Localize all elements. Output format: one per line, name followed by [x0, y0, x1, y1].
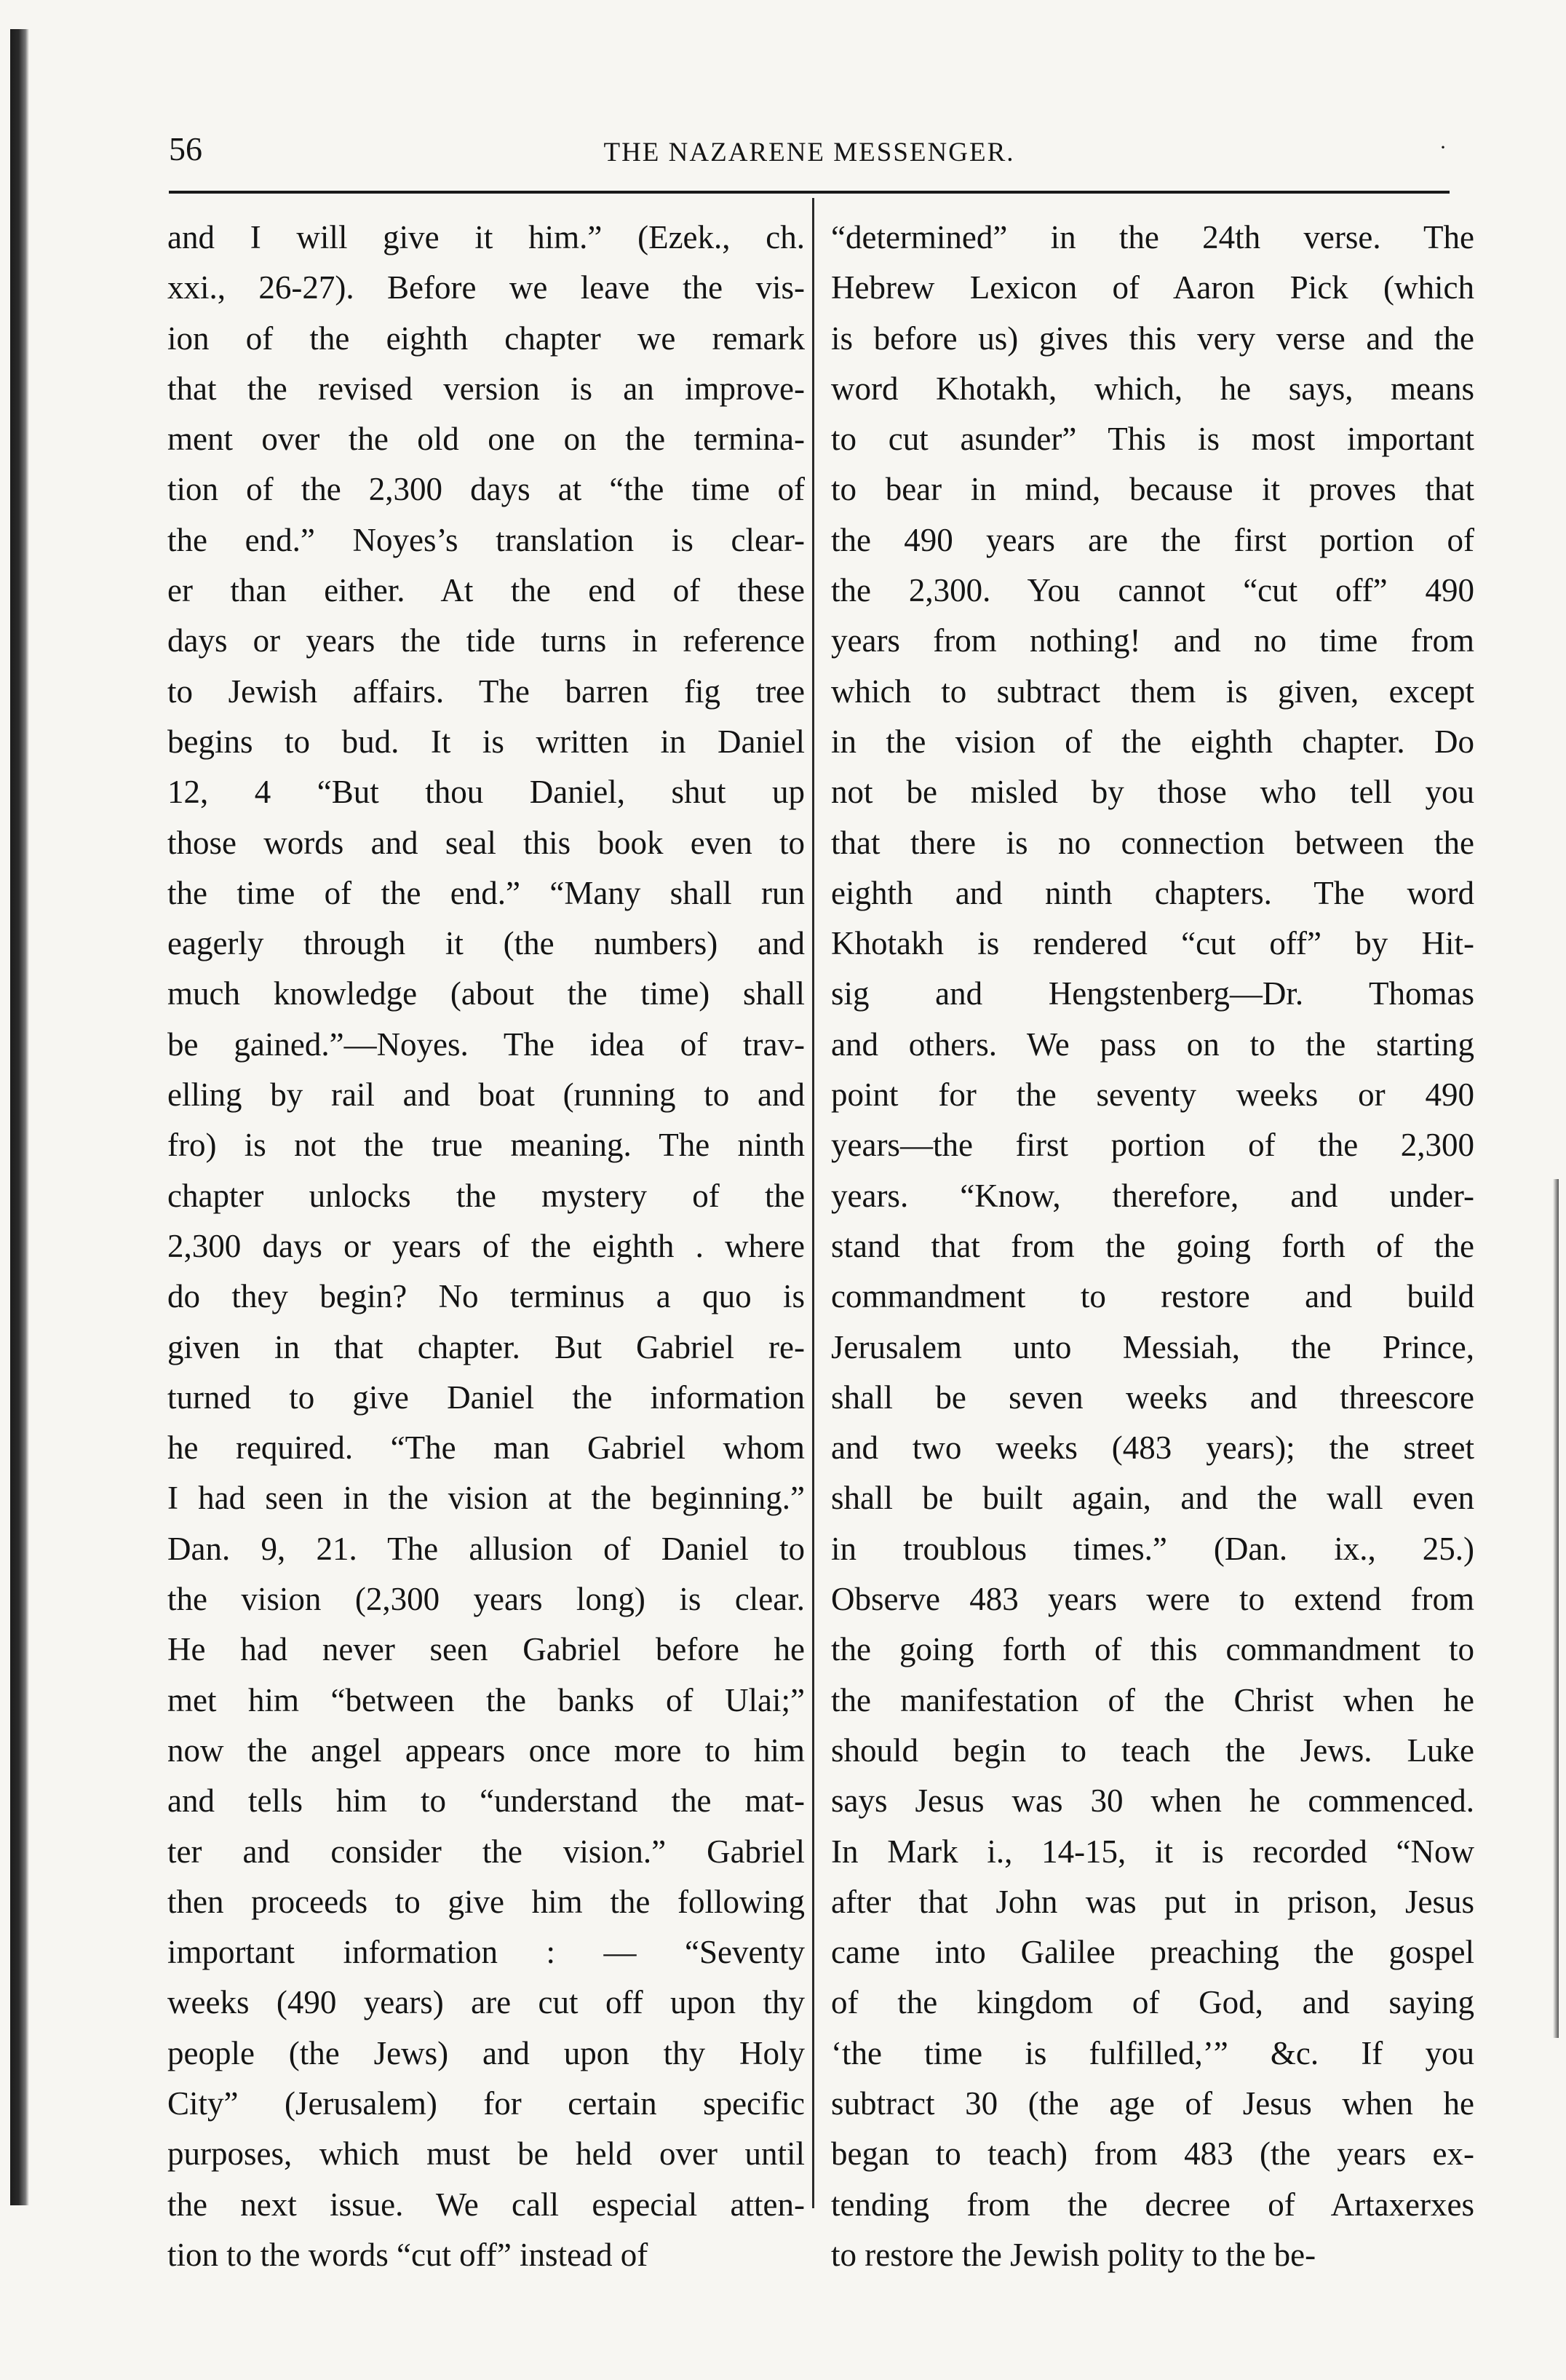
text-line: He had never seen Gabriel before he [167, 1631, 805, 1668]
text-line: is before us) gives this very verse and the [831, 320, 1474, 357]
text-line: and others. We pass on to the starting [831, 1026, 1474, 1063]
text-line: commandment to restore and build [831, 1278, 1474, 1315]
text-line: ‘the time is fulfilled,’” &c. If you [831, 2034, 1474, 2071]
text-line: the vision (2,300 years long) is clear. [167, 1581, 805, 1618]
text-line: purposes, which must be held over until [167, 2135, 805, 2173]
text-line: eagerly through it (the numbers) and [167, 925, 805, 962]
text-line: people (the Jews) and upon thy Holy [167, 2034, 805, 2071]
text-line: not be misled by those who tell you [831, 774, 1474, 811]
text-line: begins to bud. It is written in Daniel [167, 723, 805, 760]
text-line: er than either. At the end of these [167, 572, 805, 609]
text-line: stand that from the going forth of the [831, 1227, 1474, 1264]
text-line: turned to give Daniel the information [167, 1379, 805, 1416]
print-speck: · [1439, 135, 1447, 159]
text-line: given in that chapter. But Gabriel re- [167, 1328, 805, 1365]
text-line: the 2,300. You cannot “cut off” 490 [831, 572, 1474, 609]
text-line: 2,300 days or years of the eighth . where [167, 1227, 805, 1264]
text-line: chapter unlocks the mystery of the [167, 1177, 805, 1214]
text-line: the end.” Noyes’s translation is clear- [167, 521, 805, 558]
text-line: the 490 years are the first portion of [831, 521, 1474, 558]
scan-edge-shadow [1553, 1179, 1559, 2038]
text-line: Observe 483 years were to extend from [831, 1581, 1474, 1618]
text-line: I had seen in the vision at the beginning.” [167, 1480, 805, 1517]
text-line: in troublous times.” (Dan. ix., 25.) [831, 1530, 1474, 1567]
text-line: the manifestation of the Christ when he [831, 1681, 1474, 1718]
text-line: shall be built again, and the wall even [831, 1480, 1474, 1517]
text-line: tion of the 2,300 days at “the time of [167, 471, 805, 508]
text-line: ion of the eighth chapter we remark [167, 320, 805, 357]
text-line: now the angel appears once more to him [167, 1732, 805, 1769]
header-rule [169, 191, 1450, 194]
text-line: to restore the Jewish polity to the be- [831, 2236, 1316, 2273]
text-line: fro) is not the true meaning. The ninth [167, 1127, 805, 1164]
text-line: much knowledge (about the time) shall [167, 975, 805, 1012]
text-line: and two weeks (483 years); the street [831, 1429, 1474, 1467]
text-line: ter and consider the vision.” Gabriel [167, 1833, 805, 1870]
text-line: after that John was put in prison, Jesus [831, 1883, 1474, 1920]
column-divider [812, 198, 814, 2208]
text-line: says Jesus was 30 when he commenced. [831, 1782, 1474, 1820]
text-line: the next issue. We call especial atten- [167, 2186, 805, 2223]
text-line: then proceeds to give him the following [167, 1883, 805, 1920]
text-line: “determined” in the 24th verse. The [831, 219, 1474, 255]
text-line: 12, 4 “But thou Daniel, shut up [167, 774, 805, 811]
text-line: should begin to teach the Jews. Luke [831, 1732, 1474, 1769]
text-line: Jerusalem unto Messiah, the Prince, [831, 1328, 1474, 1365]
text-line: those words and seal this book even to [167, 824, 805, 861]
text-line: to Jewish affairs. The barren fig tree [167, 673, 805, 710]
text-line: that there is no connection between the [831, 824, 1474, 861]
text-line: sig and Hengstenberg—Dr. Thomas [831, 975, 1474, 1012]
right-column [831, 213, 1474, 2273]
left-column [167, 213, 805, 2273]
text-line: the going forth of this commandment to [831, 1631, 1474, 1668]
text-line: do they begin? No terminus a quo is [167, 1278, 805, 1315]
text-line: the time of the end.” “Many shall run [167, 874, 805, 911]
text-line: word Khotakh, which, he says, means [831, 370, 1474, 407]
text-line: came into Galilee preaching the gospel [831, 1934, 1474, 1971]
text-line: of the kingdom of God, and saying [831, 1984, 1474, 2021]
text-line: be gained.”—Noyes. The idea of trav- [167, 1026, 805, 1063]
page-number: 56 [169, 130, 202, 167]
text-line: important information : — “Seventy [167, 1934, 805, 1971]
text-line: City” (Jerusalem) for certain specific [167, 2085, 805, 2122]
text-line: tion to the words “cut off” instead of [167, 2236, 648, 2273]
text-line: years. “Know, therefore, and under- [831, 1177, 1474, 1214]
text-line: and I will give it him.” (Ezek., ch. [167, 219, 805, 255]
text-line: subtract 30 (the age of Jesus when he [831, 2085, 1474, 2122]
text-line: point for the seventy weeks or 490 [831, 1076, 1474, 1114]
text-line: shall be seven weeks and threescore [831, 1379, 1474, 1416]
text-line: days or years the tide turns in reference [167, 622, 805, 659]
text-line: met him “between the banks of Ulai;” [167, 1681, 805, 1718]
text-line: he required. “The man Gabriel whom [167, 1429, 805, 1467]
scan-binding-shadow [10, 29, 29, 2205]
text-line: to cut asunder” This is most important [831, 421, 1474, 458]
text-line: Khotakh is rendered “cut off” by Hit- [831, 925, 1474, 962]
text-line: that the revised version is an improve- [167, 370, 805, 407]
text-line: tending from the decree of Artaxerxes [831, 2186, 1474, 2223]
page-header [169, 122, 1450, 181]
text-line: to bear in mind, because it proves that [831, 471, 1474, 508]
text-line: elling by rail and boat (running to and [167, 1076, 805, 1114]
text-line: Hebrew Lexicon of Aaron Pick (which [831, 269, 1474, 306]
running-head: THE NAZARENE MESSENGER. [603, 138, 1015, 167]
text-line: Dan. 9, 21. The allusion of Daniel to [167, 1530, 805, 1567]
text-line: weeks (490 years) are cut off upon thy [167, 1984, 805, 2021]
text-line: years—the first portion of the 2,300 [831, 1127, 1474, 1164]
text-line: in the vision of the eighth chapter. Do [831, 723, 1474, 760]
text-line: years from nothing! and no time from [831, 622, 1474, 659]
text-line: eighth and ninth chapters. The word [831, 874, 1474, 911]
text-line: ment over the old one on the termina- [167, 421, 805, 458]
text-line: and tells him to “understand the mat- [167, 1782, 805, 1820]
text-line: In Mark i., 14-15, it is recorded “Now [831, 1833, 1474, 1870]
text-line: which to subtract them is given, except [831, 673, 1474, 710]
text-line: began to teach) from 483 (the years ex- [831, 2135, 1474, 2173]
text-line: xxi., 26-27). Before we leave the vis- [167, 269, 805, 306]
